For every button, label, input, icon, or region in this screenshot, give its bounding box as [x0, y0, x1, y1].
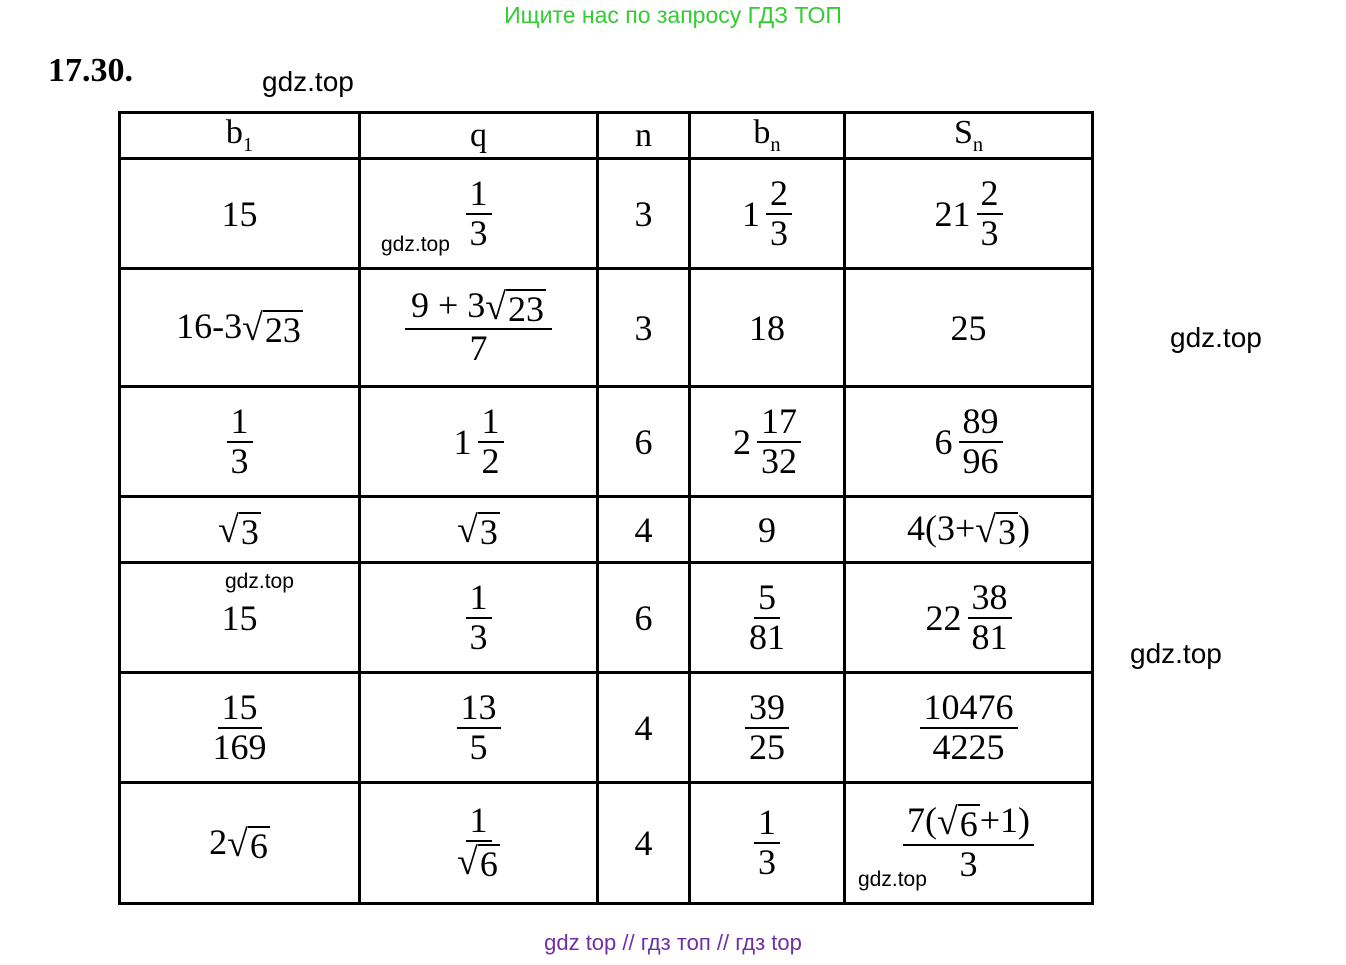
cell-q: 9 + 3 √ 23 7 [360, 269, 598, 387]
footer-links: gdz top // гдз топ // гдз top [544, 930, 802, 955]
table-row [120, 673, 1093, 783]
cell-q: $\frac{1}{3}$ gdz.top [360, 159, 598, 269]
cell-sn: 7( √ 6 +1) 3 gdz.top [845, 783, 1093, 904]
cell-q: $\frac{1}{3}$ [360, 563, 598, 673]
cell-n: 4 [598, 497, 690, 563]
cell-bn: 9 [690, 497, 845, 563]
watermark: gdz.top [262, 66, 354, 97]
table-row [120, 387, 1093, 497]
watermark: gdz.top [1130, 638, 1222, 669]
table-row [120, 783, 1093, 904]
cell-sn: 25 [845, 269, 1093, 387]
cell-bn: $\frac{39}{25}$ [690, 673, 845, 783]
cell-q: √ 3 [360, 497, 598, 563]
cell-bn: $\frac{5}{81}$ [690, 563, 845, 673]
cell-n: 3 [598, 269, 690, 387]
header-n: n [598, 113, 690, 159]
cell-n: 6 [598, 387, 690, 497]
cell-q: 1 √ 6 [360, 783, 598, 904]
cell-b1: $\frac{1}{3}$ [120, 387, 360, 497]
cell-n: 4 [598, 783, 690, 904]
watermark: gdz.top [381, 233, 450, 256]
cell-sn: 22 $\frac{38}{81}$ [845, 563, 1093, 673]
cell-sn: 6 $\frac{89}{96}$ [845, 387, 1093, 497]
table-row [120, 497, 1093, 563]
cell-b1: √ 3 [120, 497, 360, 563]
table-row [120, 159, 1093, 269]
progression-table [118, 111, 1094, 905]
header-b1: $b_1$ [120, 113, 360, 159]
cell-sn: 4(3+ √ 3 ) [845, 497, 1093, 563]
table-header-row [120, 113, 1093, 159]
cell-sn: $\frac{10476}{4225}$ [845, 673, 1093, 783]
cell-bn: $\frac{1}{3}$ [690, 783, 845, 904]
cell-b1: $\frac{15}{169}$ [120, 673, 360, 783]
cell-n: 3 [598, 159, 690, 269]
header-bn: $b_n$ [690, 113, 845, 159]
table-row [120, 563, 1093, 673]
cell-n: 6 [598, 563, 690, 673]
cell-b1: 16-3 √ 23 [120, 269, 360, 387]
cell-bn: 18 [690, 269, 845, 387]
cell-n: 4 [598, 673, 690, 783]
search-banner: Ищите нас по запросу ГДЗ ТОП [504, 2, 842, 28]
cell-b1: 15 [120, 159, 360, 269]
header-sn: $S_n$ [845, 113, 1093, 159]
watermark: gdz.top [225, 570, 294, 593]
header-q: q [360, 113, 598, 159]
table-row [120, 269, 1093, 387]
cell-bn: 1 $\frac{2}{3}$ [690, 159, 845, 269]
watermark: gdz.top [858, 868, 927, 891]
cell-b1: 2 √ 6 [120, 783, 360, 904]
cell-sn: 21 $\frac{2}{3}$ [845, 159, 1093, 269]
cell-b1: gdz.top 15 [120, 563, 360, 673]
cell-bn: 2 $\frac{17}{32}$ [690, 387, 845, 497]
cell-q: 1 $\frac{1}{2}$ [360, 387, 598, 497]
watermark: gdz.top [1170, 322, 1262, 353]
cell-q: $\frac{13}{5}$ [360, 673, 598, 783]
problem-number: 17.30. [48, 52, 133, 89]
